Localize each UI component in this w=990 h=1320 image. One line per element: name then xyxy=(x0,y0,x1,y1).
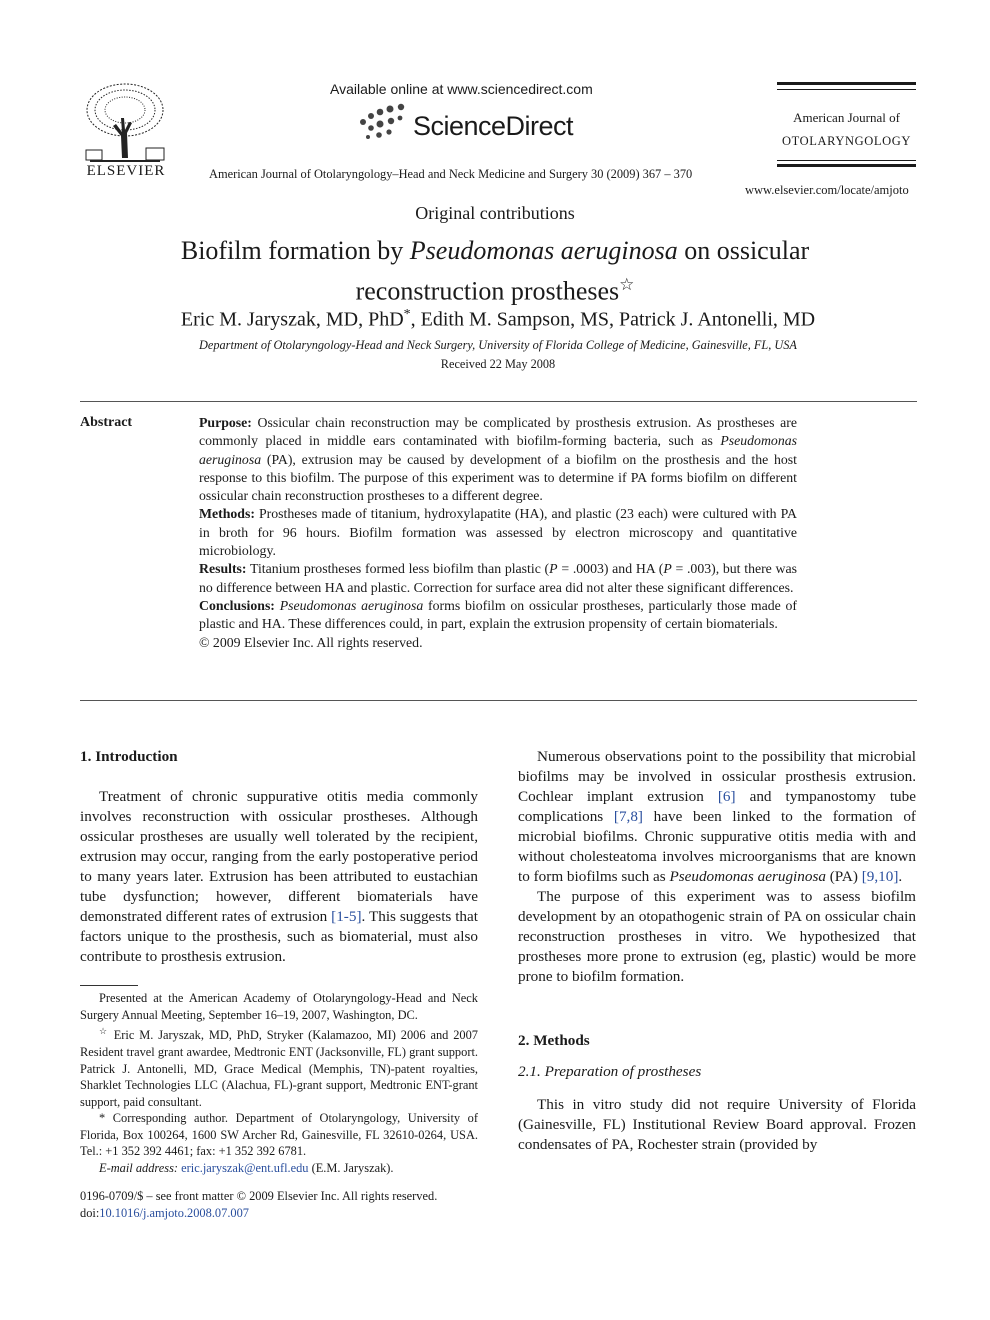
body-text: and tympanostomy tube complications xyxy=(518,788,916,825)
footnote-divider xyxy=(80,985,138,986)
title-text: Biofilm formation by xyxy=(180,236,410,265)
footnote-email xyxy=(80,1160,478,1177)
publisher-name: ELSEVIER xyxy=(86,163,166,179)
body-text: have been linked to the formation of microbial biofilms. Chronic suppurative otitis media with and without cholesteatoma involves microorganisms that are known to form biofilms such as xyxy=(518,808,916,885)
intro-paragraph xyxy=(80,787,478,967)
abstract-text: (PA), extrusion may be caused by development of a biofilm on the prosthesis and the host response to this biofilm. The purpose of this experiment was to determine if PA forms biofilm on different ossicular chain reconstruction prostheses to a different degree. xyxy=(199,451,797,504)
abstract-organism: Pseudomonas aeruginosa xyxy=(199,433,797,467)
sciencedirect-wordmark: ScienceDirect xyxy=(413,111,574,141)
footnote-star-icon: ☆ xyxy=(99,1026,109,1037)
article-title xyxy=(120,234,870,309)
left-column xyxy=(80,747,478,967)
footnote-presented: Presented at the American Academy of Otolaryngology-Head and Neck Surgery Annual Meeting, September 16–19, 2007, Washington, DC. xyxy=(80,991,478,1022)
body-text: Numerous observations point to the possibility that microbial biofilms may be involved in ossicular prosthesis extrusion. Cochlear implant extrusion xyxy=(518,748,916,805)
footnote-disclosure xyxy=(80,1023,478,1110)
front-matter xyxy=(80,1188,437,1222)
abstract-text: Prostheses made of titanium, hydroxylapatite (HA), and plastic (23 each) were cultured with PA in broth for 96 hours. Biofilm formation was assessed by electron microscopy and quantitative microbiology. xyxy=(199,506,797,559)
body-text: . This suggests that factors unique to the prosthesis, such as biomaterial, must also contribute to prosthesis extrusion. xyxy=(80,908,478,965)
section-heading-methods: 2. Methods xyxy=(518,1032,590,1049)
journal-logo-subtitle: OTOLARYNGOLOGY xyxy=(782,134,911,148)
p-value-symbol: P xyxy=(663,561,672,577)
body-organism: Pseudomonas aeruginosa xyxy=(669,868,826,885)
footnote-text: Eric M. Jaryszak, MD, PhD, Stryker (Kalamazoo, MI) 2006 and 2007 Resident travel grant awardee, Medtronic ENT (Jacksonville, FL) grant support. Patrick J. Antonelli, MD, Grace Medical (Memphis, TN)-patent royalties, Sharklet Technologies LLC (Alachua, FL)-grant support, Medtronic ENT-grant support, paid consultant. xyxy=(80,1028,478,1109)
divider xyxy=(80,401,917,402)
abstract-conclusions xyxy=(199,597,797,634)
journal-logo-rule xyxy=(777,160,916,161)
journal-url[interactable]: www.elsevier.com/locate/amjoto xyxy=(745,183,909,197)
section-type: Original contributions xyxy=(415,203,575,223)
abstract-copyright: © 2009 Elsevier Inc. All rights reserved. xyxy=(199,634,423,650)
journal-citation: American Journal of Otolaryngology–Head and Neck Medicine and Surgery 30 (2009) 367 – 370 xyxy=(209,167,693,181)
author-names: , Edith M. Sampson, MS, Patrick J. Antonelli, MD xyxy=(410,308,816,331)
citation-link[interactable]: [1-5] xyxy=(331,908,362,925)
citation-link[interactable]: [6] xyxy=(717,788,736,805)
abstract-results xyxy=(199,560,797,597)
doi-link[interactable]: 10.1016/j.amjoto.2008.07.007 xyxy=(99,1206,249,1220)
citation-link[interactable]: [9,10] xyxy=(861,868,899,885)
abstract-purpose xyxy=(199,414,797,505)
abstract-organism: Pseudomonas aeruginosa xyxy=(279,597,424,613)
email-label: E-mail address: xyxy=(99,1161,179,1176)
p-value-symbol: P xyxy=(549,561,558,577)
title-text: reconstruction prostheses xyxy=(355,276,620,306)
footnotes xyxy=(80,990,478,1177)
body-paragraph xyxy=(518,747,916,887)
affiliation: Department of Otolaryngology-Head and Neck Surgery, University of Florida College of Medicine, Gainesville, FL, USA xyxy=(199,338,797,352)
conclusions-label: Conclusions: xyxy=(199,597,275,613)
methods-label: Methods: xyxy=(199,506,255,522)
doi-line xyxy=(80,1205,437,1222)
body-paragraph: This in vitro study did not require University of Florida (Gainesville, FL) Institutional Review Board approval. Frozen condensates of PA, Rochester strain (provided by xyxy=(518,1096,916,1153)
author-list xyxy=(0,307,990,332)
purpose-label: Purpose: xyxy=(199,415,252,430)
body-text: . xyxy=(898,868,903,885)
corresponding-author-mark[interactable]: * xyxy=(403,307,411,322)
journal-logo-title: American Journal of xyxy=(793,110,900,125)
abstract-text: forms biofilm on ossicular prostheses, particularly those made of plastic and HA. These differences could, in part, explain the extrusion propensity of certain biomaterials. xyxy=(199,597,797,632)
subsection-heading: 2.1. Preparation of prostheses xyxy=(518,1063,702,1080)
email-link[interactable]: eric.jaryszak@ent.ufl.edu xyxy=(181,1161,309,1176)
footnote-corresponding: * Corresponding author. Department of Otolaryngology, University of Florida, Box 100264, 1600 SW Archer Rd, Gainesville, FL 32610-0264, USA. Tel.: +1 352 392 4461; fax: +1 352 392 6781. xyxy=(80,1111,478,1159)
abstract-text: Titanium prostheses formed less biofilm than plastic ( xyxy=(246,561,550,577)
title-text: on ossicular xyxy=(677,236,810,265)
divider xyxy=(80,700,917,701)
journal-logo-rule xyxy=(777,164,916,167)
abstract-methods xyxy=(199,505,797,560)
abstract-label: Abstract xyxy=(80,415,133,430)
footnote-text: (E.M. Jaryszak). xyxy=(308,1161,394,1176)
journal-logo-rule xyxy=(777,89,916,90)
citation-link[interactable]: [7,8] xyxy=(613,808,643,825)
title-star-icon[interactable]: ☆ xyxy=(619,275,635,294)
journal-logo-rule xyxy=(777,82,916,85)
title-organism: Pseudomonas aeruginosa xyxy=(409,236,678,265)
abstract-body xyxy=(199,414,797,652)
abstract-text: = .0003) and HA ( xyxy=(557,561,664,577)
received-date: Received 22 May 2008 xyxy=(440,357,556,371)
results-label: Results: xyxy=(199,561,247,577)
body-text: (PA) xyxy=(825,868,862,885)
available-online-text: Available online at www.sciencedirect.com xyxy=(330,81,593,97)
issn-line: 0196-0709/$ – see front matter © 2009 Elsevier Inc. All rights reserved. xyxy=(80,1189,438,1203)
body-paragraph: The purpose of this experiment was to assess biofilm development by an otopathogenic strain of PA on ossicular chain reconstruction prostheses in vitro. We hypothesized that prostheses more prone to extrusion (eg, plastic) would be more prone to biofilm formation. xyxy=(518,888,916,985)
author-name: Eric M. Jaryszak, MD, PhD xyxy=(180,308,404,331)
right-column xyxy=(518,747,916,1155)
body-text: Treatment of chronic suppurative otitis media commonly involves reconstruction with ossicular prostheses. Although ossicular prostheses are usually well tolerated by the recipient, extrusion may occur, ranging from the early postoperative period to many years later. Extrusion has been attributed to eustachian tube dysfunction; however, different biomaterials have demonstrated different rates of extrusion xyxy=(80,788,478,925)
doi-label: doi: xyxy=(80,1206,100,1220)
section-heading-introduction: 1. Introduction xyxy=(80,748,178,765)
abstract-text: Ossicular chain reconstruction may be complicated by prosthesis extrusion. As prostheses are commonly placed in middle ears contaminated with biofilm-forming bacteria, such as xyxy=(199,415,797,449)
abstract-text: = .003), but there was no difference between HA and plastic. Correction for surface area did not alter these significant differences. xyxy=(199,561,797,595)
